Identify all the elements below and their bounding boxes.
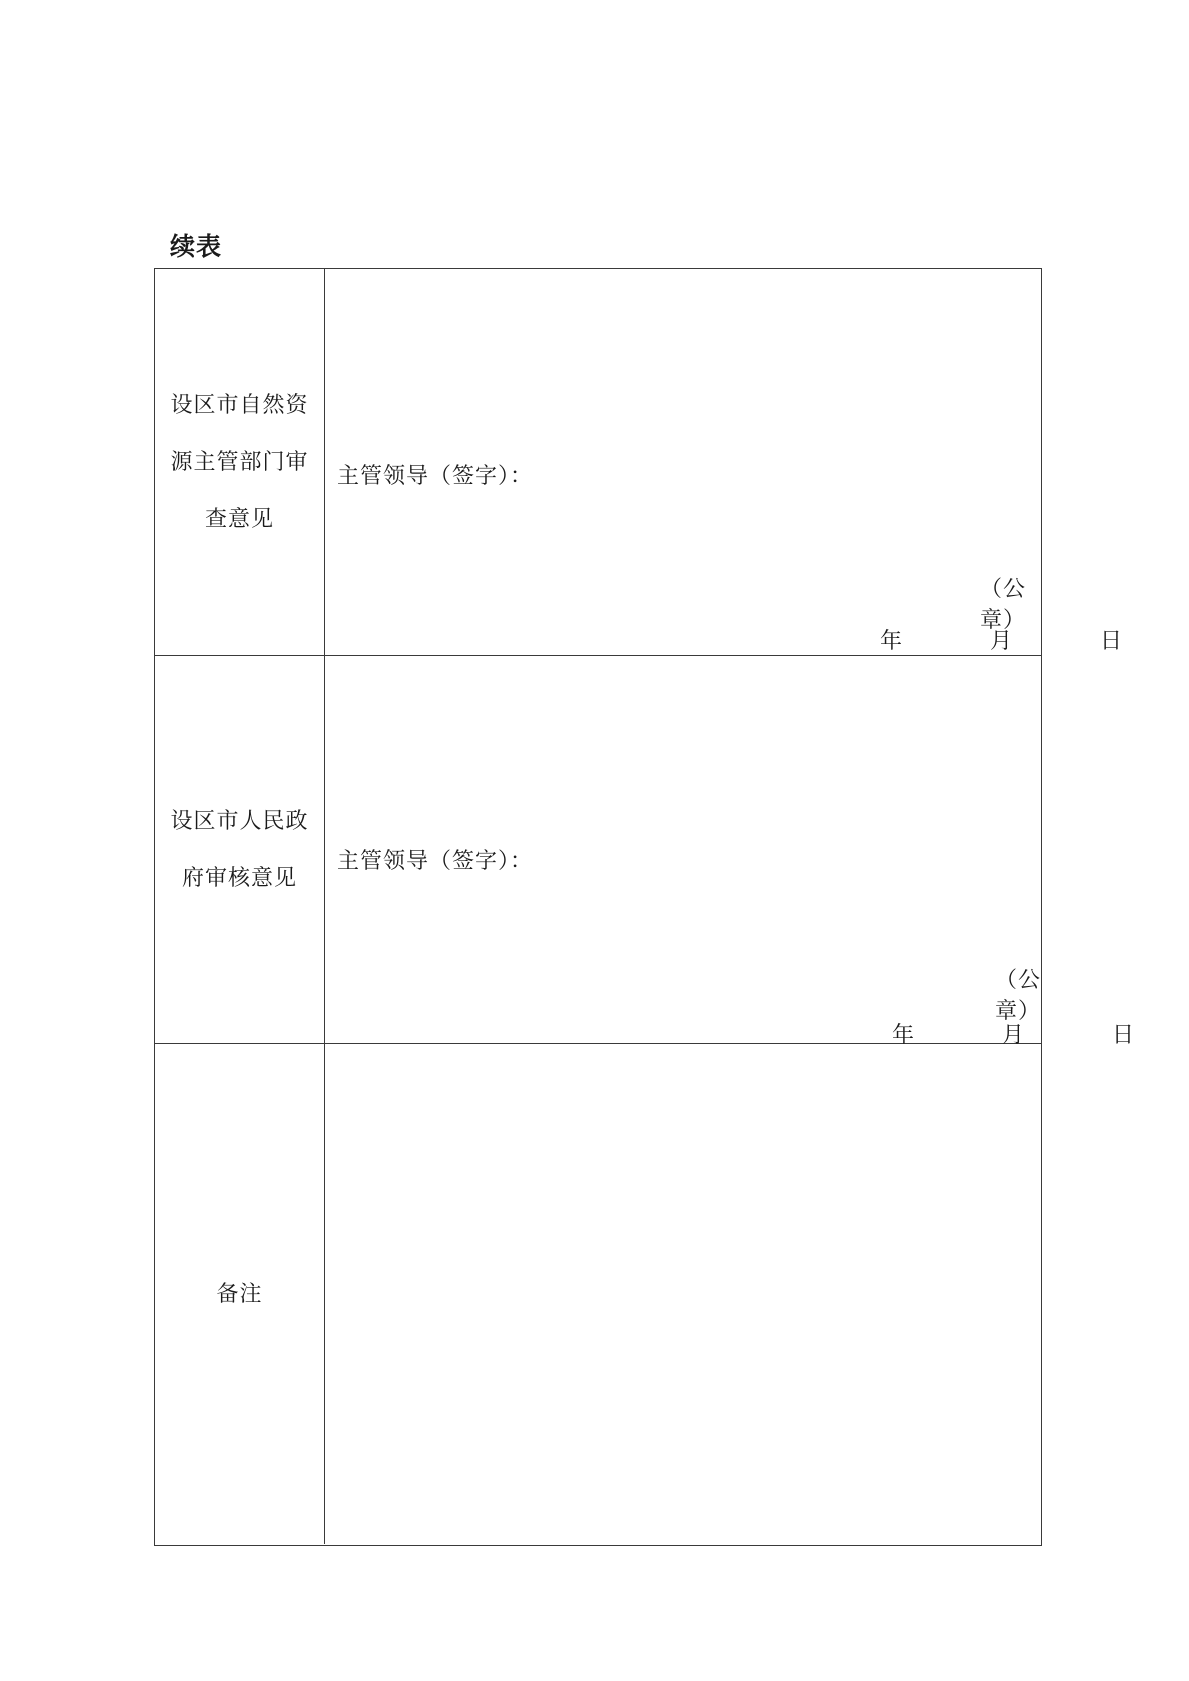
date-day-label: 日 [1112, 1023, 1135, 1048]
row-label-cell [155, 269, 325, 655]
signature-label: 主管领导（签字）： [337, 464, 534, 489]
seal-label: （公章） [980, 577, 1027, 633]
table-row-remarks [155, 1044, 1041, 1544]
date-day-label: 日 [1100, 629, 1123, 654]
date-month-label: 月 [1002, 1023, 1025, 1048]
row-label-cell [155, 1044, 325, 1544]
opinion-field[interactable] [325, 656, 1135, 1048]
seal-label: （公章） [995, 968, 1042, 1024]
date-month-label: 月 [990, 629, 1013, 654]
row-label: 备注 [216, 1281, 263, 1307]
signature-label: 主管领导（签字）： [337, 849, 534, 874]
table-row-municipal-government-review [155, 656, 1135, 1048]
row-label: 设区市自然资源主管部门审查意见 [170, 392, 309, 532]
opinion-field[interactable] [325, 269, 1123, 655]
approval-form-table [154, 268, 1135, 1546]
row-label: 设区市人民政府审核意见 [170, 808, 309, 891]
table-row-municipal-resource-review [155, 269, 1123, 656]
date-year-label: 年 [880, 629, 903, 654]
page-heading: 续表 [170, 232, 223, 261]
row-label-cell [155, 656, 325, 1043]
date-year-label: 年 [892, 1023, 915, 1048]
remarks-field[interactable] [325, 1044, 1041, 1544]
